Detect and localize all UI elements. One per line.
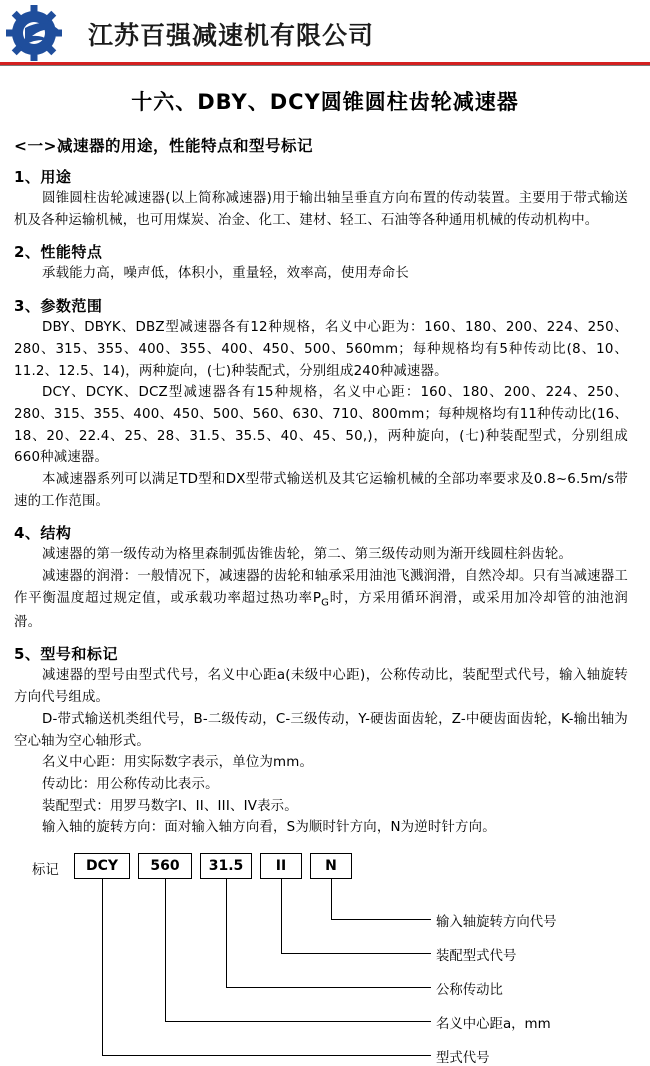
leader-line-center-distance-h xyxy=(165,1021,431,1022)
mark-box-ratio: 31.5 xyxy=(200,853,252,879)
header-divider-gray xyxy=(0,65,650,66)
structure-text-b: 时，方采用循环润滑，或采用加冷却管的油池润滑。 xyxy=(14,590,628,630)
mark-box-assembly-type: II xyxy=(260,853,302,879)
heading-usage: 1、用途 xyxy=(14,168,72,186)
paragraph-features: 承载能力高，噪声低，体积小，重量轻，效率高，使用寿命长 xyxy=(42,266,409,282)
model-mark-diagram xyxy=(14,853,628,1066)
paragraph-parameters-2: DCY、DCYK、DCZ型减速器各有15种规格，名义中心距：160、180、200、224、250、280、315、355、400、450、500、560、630、710、800mm；每种规格均有11种传动比(16、18、20、22.4、25、28、31.5、35.5、40、45、50,)，两种旋向，(七)种装配型式，分别组成660种减速器。 xyxy=(14,385,628,466)
section-heading-1: <一>减速器的用途，性能特点和型号标记 xyxy=(14,137,313,155)
structure-subscript: G xyxy=(321,597,330,609)
leader-line-center-distance-v xyxy=(165,879,166,1021)
mark-box-center-distance: 560 xyxy=(138,853,192,879)
heading-model-mark: 5、型号和标记 xyxy=(14,645,118,664)
paragraph-structure-1: 减速器的第一级传动为格里森制弧齿锥齿轮，第二、第三级传动则为渐开线圆柱斜齿轮。 xyxy=(42,547,573,563)
heading-parameters: 3、参数范围 xyxy=(14,297,103,316)
page-header xyxy=(0,0,650,66)
page-title: 十六、DBY、DCY圆锥圆柱齿轮减速器 xyxy=(131,90,519,114)
heading-structure: 4、结构 xyxy=(14,524,72,543)
paragraph-structure-2 xyxy=(14,566,628,633)
leader-line-ratio-h xyxy=(226,987,431,988)
paragraph-model-6: 输入轴的旋转方向：面对输入轴方向看，S为顺时针方向，N为逆时针方向。 xyxy=(42,820,496,836)
leader-line-type-code-v xyxy=(102,879,103,1055)
document-content xyxy=(0,134,650,1066)
leader-line-type-code-h xyxy=(102,1055,431,1056)
heading-features: 2、性能特点 xyxy=(14,243,103,262)
legend-rotation-direction: 输入轴旋转方向代号 xyxy=(436,915,557,931)
mark-box-rotation-direction: N xyxy=(310,853,352,879)
paragraph-usage: 圆锥圆柱齿轮减速器(以上简称减速器)用于输出轴呈垂直方向布置的传动装置。主要用于带式输送机及各种运输机械，也可用煤炭、冶金、化工、建材、轻工、石油等各种通用机械的传动机构中。 xyxy=(14,191,628,228)
leader-line-rotation-v xyxy=(331,879,332,919)
paragraph-model-1: 减速器的型号由型式代号，名义中心距a(未级中心距)，公称传动比，装配型式代号，输入轴旋转方向代号组成。 xyxy=(14,668,628,706)
leader-line-assembly-h xyxy=(281,953,431,954)
paragraph-model-5: 装配型式：用罗马数字I、II、III、IV表示。 xyxy=(42,798,298,814)
gear-logo-icon xyxy=(4,4,82,62)
structure-text-a: 减速器的润滑：一般情况下，减速器的齿轮和轴承采用油池飞溅润滑，自然冷却。只有当减速器工作平衡温度超过规定值，或承载功率超过热功率P xyxy=(14,569,628,606)
paragraph-model-3: 名义中心距：用实际数字表示，单位为mm。 xyxy=(42,755,314,771)
mark-box-type-code: DCY xyxy=(74,853,130,879)
legend-assembly-type: 装配型式代号 xyxy=(436,949,517,965)
leader-line-ratio-v xyxy=(226,879,227,987)
legend-ratio: 公称传动比 xyxy=(436,983,503,999)
company-name: 江苏百强减速机有限公司 xyxy=(88,21,375,50)
paragraph-parameters-3: 本减速器系列可以满足TD型和DX型带式输送机及其它运输机械的全部功率要求及0.8~6.5m/s带速的工作范围。 xyxy=(14,472,628,509)
legend-type-code: 型式代号 xyxy=(436,1051,490,1066)
legend-center-distance: 名义中心距a，mm xyxy=(436,1017,551,1033)
paragraph-model-2: D-带式输送机类组代号，B-二级传动，C-三级传动，Y-硬齿面齿轮，Z-中硬齿面齿轮，K-输出轴为空心轴为空心轴形式。 xyxy=(14,711,628,749)
leader-line-rotation-h xyxy=(331,919,431,920)
paragraph-model-4: 传动比：用公称传动比表示。 xyxy=(42,776,219,792)
paragraph-parameters-1: DBY、DBYK、DBZ型减速器各有12种规格，名义中心距为：160、180、200、224、250、280、315、355、400、355、400、450、500、560mm；每种规格均有5种传动比(8、10、11.2、12.5、14)，两种旋向，(七)种装配式，分别组成240种减速器。 xyxy=(14,320,628,379)
leader-line-assembly-v xyxy=(281,879,282,953)
mark-label: 标记 xyxy=(32,863,59,879)
